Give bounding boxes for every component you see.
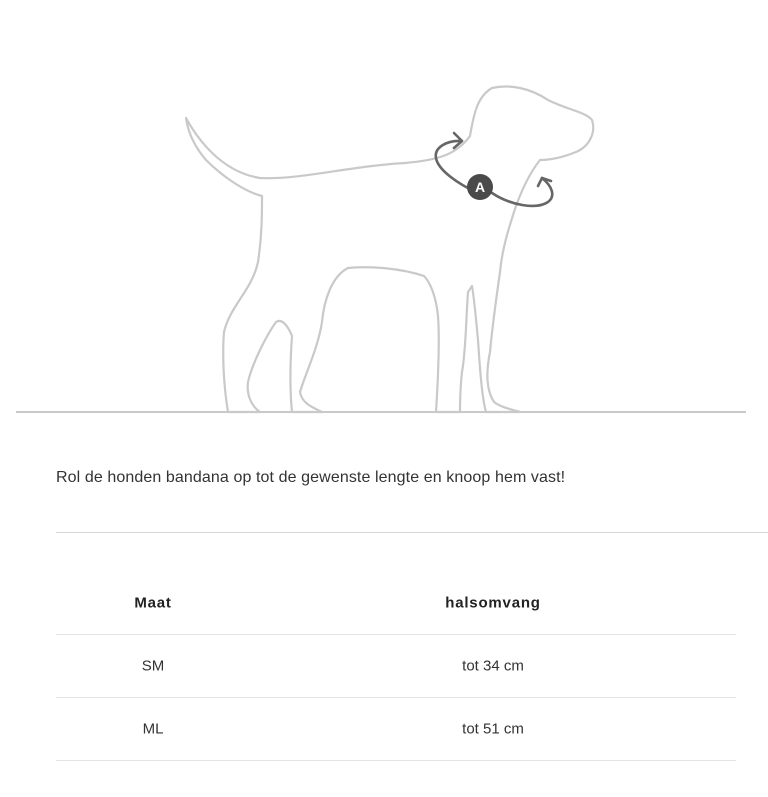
measurement-marker-label: A — [474, 179, 486, 195]
header-neck-circumference: halsomvang — [445, 594, 541, 612]
size-table — [56, 572, 736, 761]
table-row — [56, 635, 736, 698]
size-value: ML — [142, 720, 164, 738]
neck-value: tot 34 cm — [462, 657, 524, 675]
header-size: Maat — [134, 594, 172, 612]
bandana-instruction-text: Rol de honden bandana op tot de gewenste lengte en knoop hem vast! — [56, 469, 566, 486]
size-value: SM — [141, 657, 165, 675]
section-divider — [56, 532, 768, 533]
neck-value: tot 51 cm — [462, 720, 524, 738]
table-row — [56, 698, 736, 761]
table-header-row — [56, 572, 736, 635]
dog-outline-icon — [186, 87, 593, 413]
